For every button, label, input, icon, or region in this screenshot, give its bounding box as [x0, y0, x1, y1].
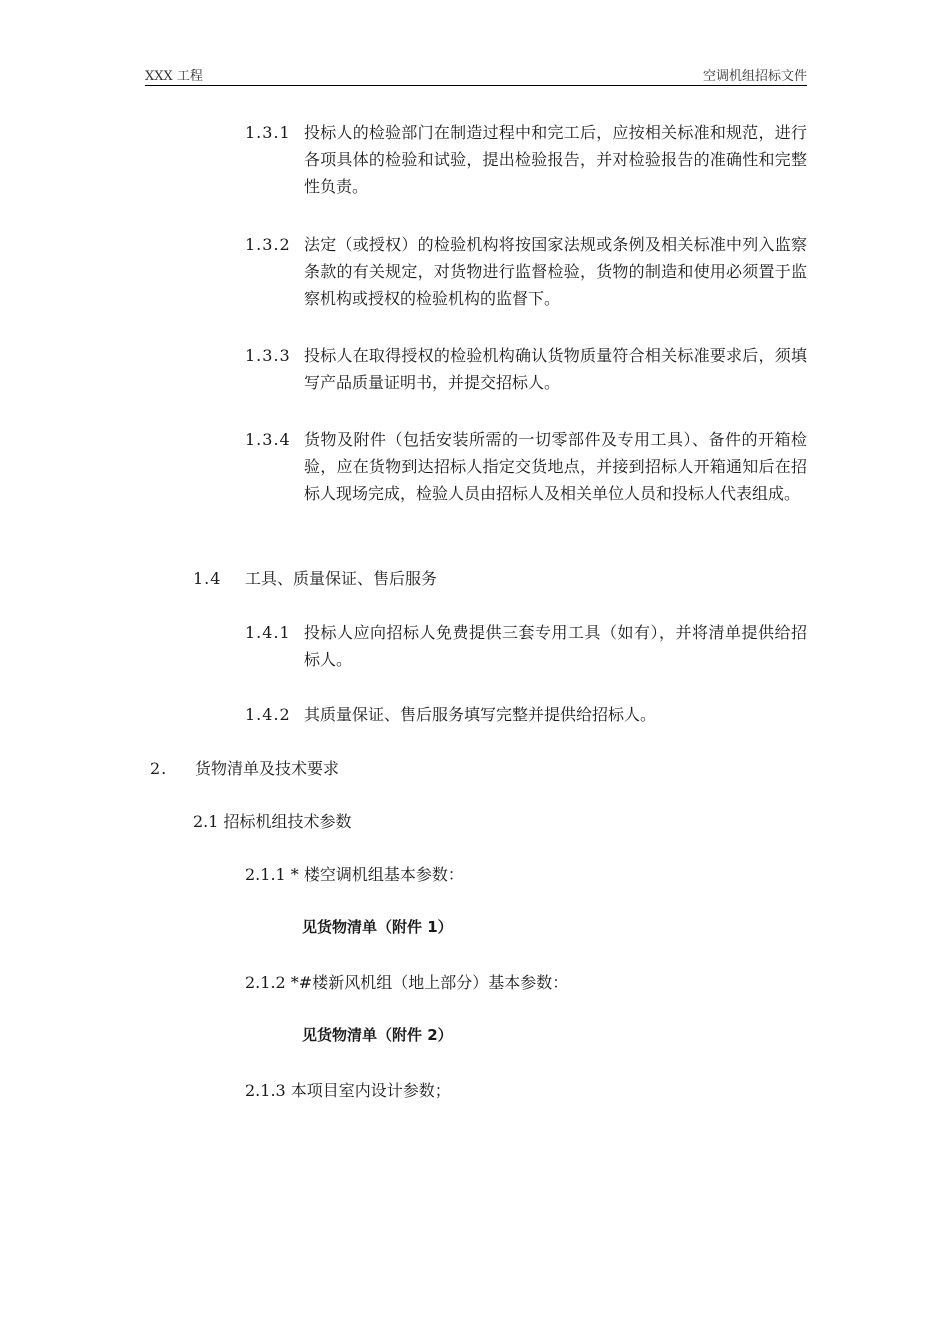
clause-number: 1.3.3 — [245, 346, 291, 365]
clause-text: 投标人的检验部门在制造过程中和完工后，应按相关标准和规范，进行各项具体的检验和试验，提出检验报告，并对检验报告的准确性和完整性负责。 — [304, 123, 807, 196]
section-number: 1.4 — [193, 569, 222, 588]
header-document-title: 空调机组招标文件 — [702, 69, 807, 84]
clause-number: 1.3.1 — [245, 123, 291, 142]
clause-text: 投标人在取得授权的检验机构确认货物质量符合相关标准要求后，须填写产品质量证明书，并提交招标人。 — [304, 346, 807, 392]
clause-2-1-3: 2.1.3 本项目室内设计参数； — [245, 1081, 451, 1100]
header-project-name: XXX 工程 — [145, 69, 203, 84]
clause-number: 1.4.1 — [245, 623, 291, 642]
attachment-1-reference: 见货物清单（附件 1） — [302, 918, 453, 936]
clause-number: 1.3.2 — [245, 235, 291, 254]
clause-text: 投标人应向招标人免费提供三套专用工具（如有），并将清单提供给招标人。 — [304, 623, 807, 669]
clause-text: 其质量保证、售后服务填写完整并提供给招标人。 — [304, 705, 657, 724]
section-2-1-title: 2.1 招标机组技术参数 — [193, 812, 352, 831]
attachment-2-reference: 见货物清单（附件 2） — [302, 1026, 453, 1044]
chapter-title: 货物清单及技术要求 — [195, 759, 340, 778]
clause-text: 货物及附件（包括安装所需的一切零部件及专用工具）、备件的开箱检验，应在货物到达招标人指定交货地点，并接到招标人开箱通知后在招标人现场完成，检验人员由招标人及相关单位人员和投标人代表组成。 — [304, 430, 807, 503]
clause-2-1-2: 2.1.2 *#楼新风机组（地上部分）基本参数： — [245, 973, 569, 992]
clause-number: 1.3.4 — [245, 430, 291, 449]
page-header — [145, 70, 807, 86]
clause-2-1-1: 2.1.1 * 楼空调机组基本参数： — [245, 865, 464, 884]
clause-number: 1.4.2 — [245, 705, 291, 724]
section-title: 工具、质量保证、售后服务 — [245, 569, 438, 588]
clause-text: 法定（或授权）的检验机构将按国家法规或条例及相关标准中列入监察条款的有关规定，对货物进行监督检验，货物的制造和使用必须置于监察机构或授权的检验机构的监督下。 — [304, 235, 807, 308]
chapter-number: 2. — [150, 759, 168, 778]
